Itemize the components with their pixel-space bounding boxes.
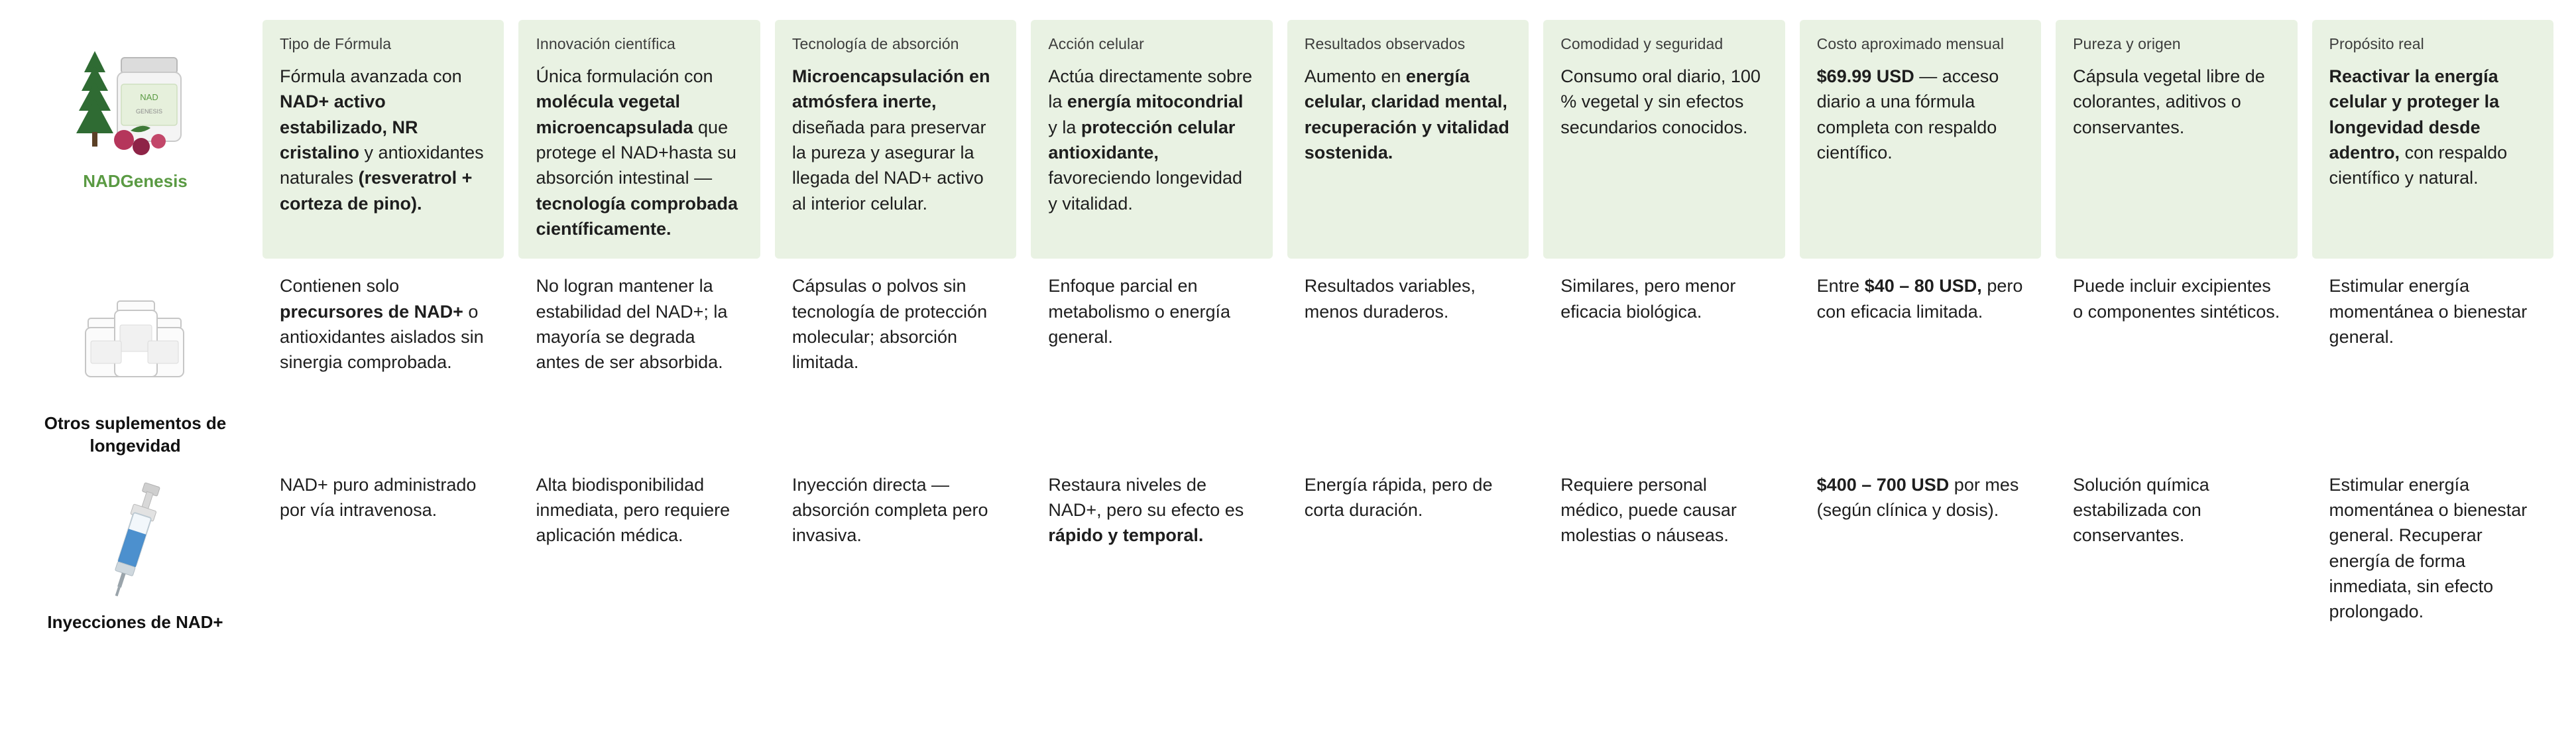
table-cell <box>518 20 760 259</box>
cell-text: Consumo oral diario, 100 % vegetal y sin efectos secundarios conocidos. <box>1560 66 1761 137</box>
table-cell <box>1287 259 1529 458</box>
cell-text: Fórmula avanzada con NAD+ activo estabilizado, NR cristalino y antioxidantes naturales (resveratrol + corteza de pino). <box>280 66 484 214</box>
table-cell <box>263 458 504 642</box>
table-cell <box>2312 458 2553 642</box>
table-cell <box>775 259 1016 458</box>
table-cell <box>2056 20 2297 259</box>
cell-text: Cápsulas o polvos sin tecnología de protección molecular; absorción limitada. <box>791 276 988 373</box>
table-cell <box>518 458 760 642</box>
cell-text: Única formulación con molécula vegetal microencapsulada que protege el NAD+hasta su absorción intestinal — tecnología comprobada científicamente. <box>536 66 738 239</box>
cell-text: Cápsula vegetal libre de colorantes, aditivos o conservantes. <box>2073 66 2265 137</box>
table-cell <box>1031 458 1272 642</box>
row-label-text: Inyecciones de NAD+ <box>47 611 223 632</box>
cell-text: Solución química estabilizada con conservantes. <box>2073 474 2209 546</box>
cell-text: Reactivar la energía celular y proteger la longevidad desde adentro, con respaldo científico y natural. <box>2329 66 2508 188</box>
table-cell <box>518 259 760 458</box>
cell-text: Entre $40 – 80 USD, pero con eficacia limitada. <box>1816 276 2023 322</box>
column-header: Tecnología de absorción <box>791 35 959 52</box>
table-cell <box>2056 259 2297 458</box>
three-white-supplement-bottles-icon <box>59 271 211 403</box>
cell-text: Similares, pero menor eficacia biológica. <box>1560 276 1736 322</box>
cell-text: NAD+ puro administrado por vía intravenosa. <box>280 474 477 521</box>
row-label-nadgenesis <box>23 20 248 259</box>
cell-text: Inyección directa — absorción completa pero invasiva. <box>791 474 988 546</box>
table-cell <box>1031 20 1272 259</box>
table-cell <box>1287 458 1529 642</box>
table-cell <box>1543 458 1785 642</box>
cell-text: Contienen solo precursores de NAD+ o antioxidantes aislados sin sinergia comprobada. <box>280 276 484 373</box>
table-cell <box>1287 20 1529 259</box>
table-cell <box>263 259 504 458</box>
cell-text: Estimular energía momentánea o bienestar general. Recuperar energía de forma inmediata, sin efecto prolongado. <box>2329 474 2528 622</box>
column-header: Propósito real <box>2329 35 2424 52</box>
cell-text: $400 – 700 USD por mes (según clínica y dosis). <box>1816 474 2019 521</box>
cell-text: Aumento en energía celular, claridad mental, recuperación y vitalidad sostenida. <box>1304 66 1509 162</box>
cell-text: Estimular energía momentánea o bienestar general. <box>2329 276 2528 347</box>
table-cell <box>2056 458 2297 642</box>
cell-text: Resultados variables, menos duraderos. <box>1304 276 1476 322</box>
column-header: Costo aproximado mensual <box>1816 35 2005 52</box>
cell-text: Puede incluir excipientes o componentes sintéticos. <box>2073 276 2280 322</box>
row-label-text: Otros suplementos de longevidad <box>44 413 227 456</box>
cell-text: Actúa directamente sobre la energía mitocondrial y la protección celular antioxidante, favoreciendo longevidad y vitalidad. <box>1048 66 1252 214</box>
table-cell <box>775 20 1016 259</box>
syringe-with-blue-liquid-icon <box>59 470 211 602</box>
table-cell <box>1543 259 1785 458</box>
svg-text:NAD: NAD <box>139 92 158 102</box>
cell-text: Enfoque parcial en metabolismo o energía general. <box>1048 276 1230 347</box>
column-header: Comodidad y seguridad <box>1560 35 1724 52</box>
row-label-otros-suplementos <box>23 259 248 458</box>
table-cell <box>263 20 504 259</box>
supplement-bottle-with-pine-and-berries-icon <box>59 32 211 164</box>
table-cell <box>2312 259 2553 458</box>
brand-label: NADGenesis <box>83 171 188 191</box>
table-cell <box>2312 20 2553 259</box>
svg-text:GENESIS: GENESIS <box>135 107 162 115</box>
column-header: Tipo de Fórmula <box>280 35 392 52</box>
cell-text: Energía rápida, pero de corta duración. <box>1304 474 1493 521</box>
column-header: Pureza y origen <box>2073 35 2181 52</box>
table-cell <box>1800 20 2041 259</box>
table-cell <box>1543 20 1785 259</box>
table-cell <box>1800 259 2041 458</box>
cell-text: Requiere personal médico, puede causar molestias o náuseas. <box>1560 474 1737 546</box>
row-label-inyecciones-nad <box>23 458 248 642</box>
cell-text: No logran mantener la estabilidad del NAD+; la mayoría se degrada antes de ser absorbida. <box>536 276 728 373</box>
table-cell <box>775 458 1016 642</box>
table-cell <box>1800 458 2041 642</box>
column-header: Acción celular <box>1048 35 1144 52</box>
cell-text: Microencapsulación en atmósfera inerte, diseñada para preservar la pureza y asegurar la llegada del NAD+ activo al interior celular. <box>791 66 990 214</box>
column-header: Innovación científica <box>536 35 675 52</box>
cell-text: Restaura niveles de NAD+, pero su efecto es rápido y temporal. <box>1048 474 1244 546</box>
table-cell <box>1031 259 1272 458</box>
column-header: Resultados observados <box>1304 35 1466 52</box>
cell-text: $69.99 USD — acceso diario a una fórmula completa con respaldo científico. <box>1816 66 1999 162</box>
cell-text: Alta biodisponibilidad inmediata, pero requiere aplicación médica. <box>536 474 731 546</box>
